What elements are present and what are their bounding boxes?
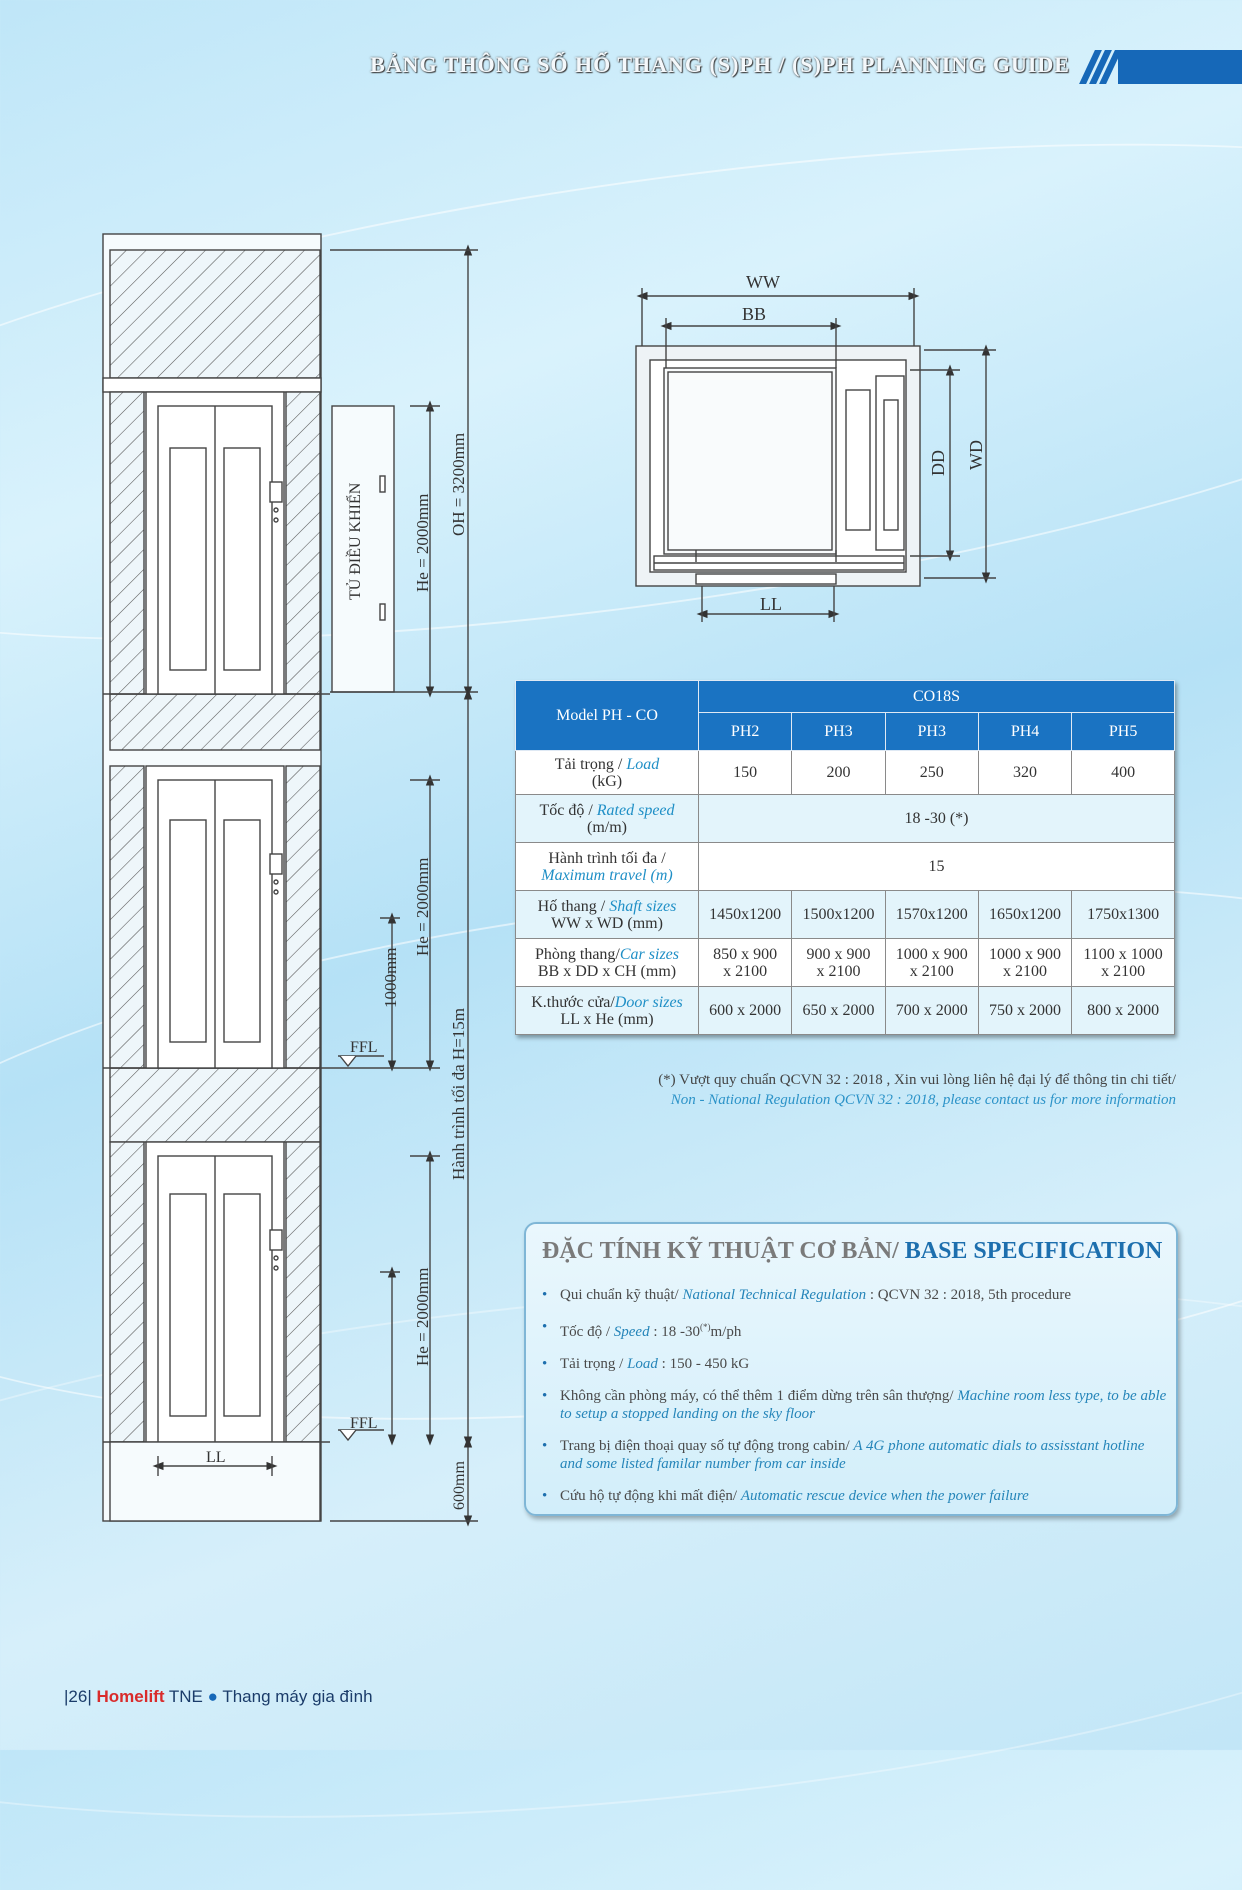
row-header: Tốc độ / Rated speed (m/m) xyxy=(516,795,699,843)
ww-label: WW xyxy=(746,272,780,292)
row-header: Tải trọng / Load (kG) xyxy=(516,751,699,795)
table-cell: 200 xyxy=(792,751,885,795)
row-header: Phòng thang/Car sizes BB x DD x CH (mm) xyxy=(516,939,699,987)
page-title: BẢNG THÔNG SỐ HỐ THANG (S)PH / (S)PH PLANNING GUIDE xyxy=(370,52,1070,77)
table-cell: 320 xyxy=(978,751,1071,795)
he-bottom-label: He = 2000mm xyxy=(413,1267,432,1366)
footnote: (*) Vượt quy chuẩn QCVN 32 : 2018 , Xin vui lòng liên hệ đại lý để thông tin chi tiết/ Non - National Regulation QCVN 32 : 2018, please contact us for more information xyxy=(658,1072,1176,1108)
spec-list xyxy=(542,1286,1168,1519)
dd-label: DD xyxy=(928,450,948,476)
bullet-icon: ● xyxy=(207,1687,218,1706)
table-cell: 1750x1300 xyxy=(1072,891,1175,939)
table-cell: 1500x1200 xyxy=(792,891,885,939)
control-cabinet-label: TỦ ĐIỀU KHIỂN xyxy=(347,482,364,600)
table-row xyxy=(516,987,1175,1035)
ll-label: LL xyxy=(206,1449,226,1466)
table-row xyxy=(516,891,1175,939)
page-number: |26| xyxy=(64,1687,92,1706)
table-row xyxy=(516,843,1175,891)
base-spec-box xyxy=(524,1222,1178,1516)
h1000-label: 1000mm xyxy=(381,947,400,1008)
table-cell: 400 xyxy=(1072,751,1175,795)
row-header: Hành trình tối đa / Maximum travel (m) xyxy=(516,843,699,891)
he-mid-label: He = 2000mm xyxy=(413,857,432,956)
brand-name: Homelift xyxy=(96,1687,165,1706)
table-row xyxy=(516,939,1175,987)
table-cell: 750 x 2000 xyxy=(978,987,1071,1035)
table-row xyxy=(516,751,1175,795)
list-item: • Trang bị điện thoại quay số tự động trong cabin/ A 4G phone automatic dials to assisstant hotline and some listed familar number from car inside xyxy=(542,1438,1145,1472)
table-cell: 700 x 2000 xyxy=(885,987,978,1035)
table-cell: 650 x 2000 xyxy=(792,987,885,1035)
model-header: Model PH - CO xyxy=(516,681,699,751)
table-cell: 850 x 900 x 2100 xyxy=(699,939,792,987)
ffl-label: FFL xyxy=(350,1415,378,1432)
bb-label: BB xyxy=(742,304,767,324)
pit-label: 600mm xyxy=(451,1461,468,1510)
table-cell: 600 x 2000 xyxy=(699,987,792,1035)
model-col: PH5 xyxy=(1072,713,1175,751)
list-item: • Tốc độ / Speed : 18 -30(*)m/ph xyxy=(542,1319,742,1340)
model-col: PH3 xyxy=(792,713,885,751)
list-item: • Không cần phòng máy, có thể thêm 1 điểm dừng trên sân thượng/ Machine room less type, to be able to setup a stopped landing on the sky floor xyxy=(542,1388,1167,1422)
table-cell: 250 xyxy=(885,751,978,795)
table-cell: 18 -30 (*) xyxy=(699,795,1175,843)
table-cell: 900 x 900 x 2100 xyxy=(792,939,885,987)
plan-drawing xyxy=(0,0,1242,640)
spec-table xyxy=(515,680,1175,1035)
table-cell: 1570x1200 xyxy=(885,891,978,939)
table-cell: 800 x 2000 xyxy=(1072,987,1175,1035)
table-cell: 1650x1200 xyxy=(978,891,1071,939)
ll-label: LL xyxy=(760,594,782,614)
model-col: PH4 xyxy=(978,713,1071,751)
model-col: PH2 xyxy=(699,713,792,751)
spec-title: ĐẶC TÍNH KỸ THUẬT CƠ BẢN/ BASE SPECIFICATION xyxy=(542,1238,1163,1264)
model-col: PH3 xyxy=(885,713,978,751)
table-cell: 150 xyxy=(699,751,792,795)
table-cell: 1450x1200 xyxy=(699,891,792,939)
tagline: Thang máy gia đình xyxy=(217,1687,373,1706)
row-header: Hố thang / Shaft sizes WW x WD (mm) xyxy=(516,891,699,939)
table-cell: 1100 x 1000 x 2100 xyxy=(1072,939,1175,987)
oh-label: OH = 3200mm xyxy=(449,432,468,536)
list-item: • Tải trọng / Load : 150 - 450 kG xyxy=(542,1356,750,1372)
list-item: • Qui chuẩn kỹ thuật/ National Technical Regulation : QCVN 32 : 2018, 5th procedure xyxy=(542,1287,1072,1303)
list-item: • Cứu hộ tự động khi mất điện/ Automatic rescue device when the power failure xyxy=(542,1488,1029,1504)
group-header: CO18S xyxy=(699,681,1175,713)
table-row xyxy=(516,795,1175,843)
ffl-label: FFL xyxy=(350,1039,378,1056)
table-cell: 1000 x 900 x 2100 xyxy=(885,939,978,987)
wd-label: WD xyxy=(966,440,986,470)
table-cell: 15 xyxy=(699,843,1175,891)
travel-label: Hành trình tối đa H=15m xyxy=(449,1007,468,1180)
table-cell: 1000 x 900 x 2100 xyxy=(978,939,1071,987)
row-header: K.thước cửa/Door sizes LL x He (mm) xyxy=(516,987,699,1035)
page-footer: |26| Homelift TNE ● Thang máy gia đình xyxy=(64,1687,373,1706)
he-top-label: He = 2000mm xyxy=(413,493,432,592)
